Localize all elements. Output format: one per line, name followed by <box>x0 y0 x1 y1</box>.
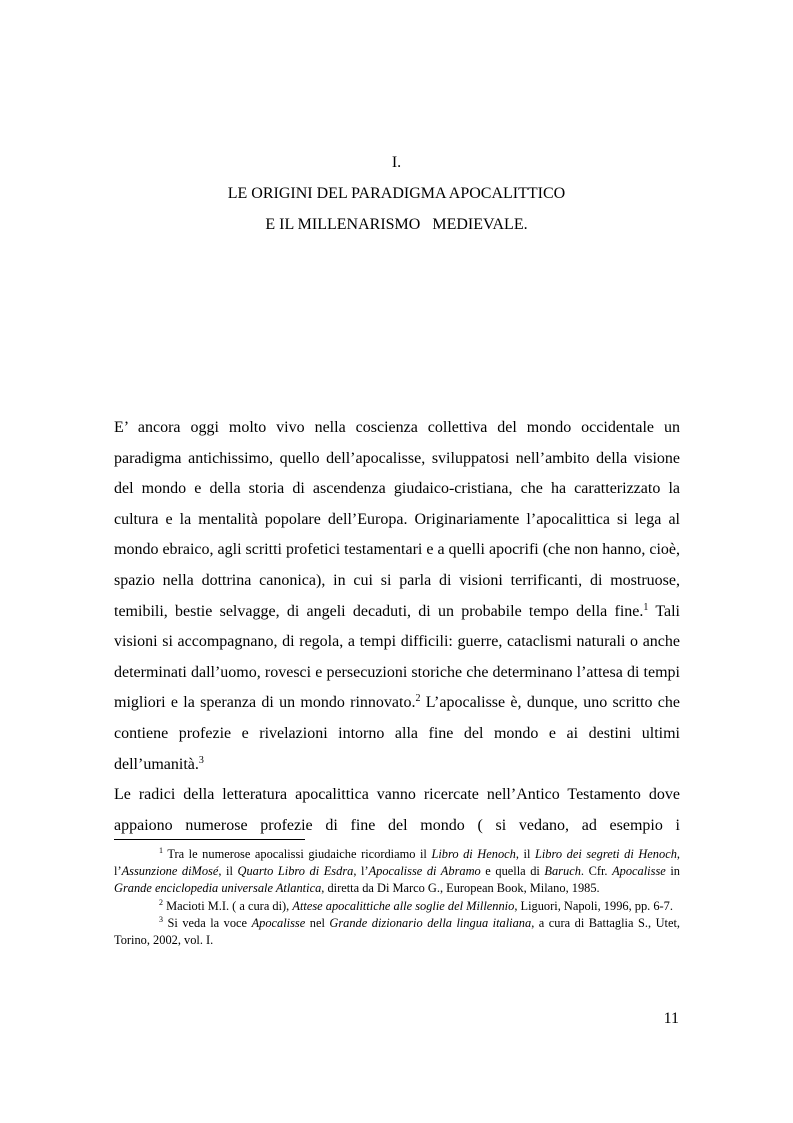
footnote-1-text: , diretta da Di Marco G., European Book, Milano, 1985. <box>321 881 600 896</box>
footnote-1-title: Apocalisse <box>612 864 666 879</box>
paragraph-1-part-c: L’apocalisse è, dunque, uno scritto che contiene profezie e rivelazioni intorno alla fine del mondo e ai destini ultimi dell’umanità. <box>114 694 681 773</box>
footnote-2-text: Macioti M.I. ( a cura di), <box>163 898 293 913</box>
footnote-1-text: e quella di <box>480 864 545 879</box>
paragraph-2: Le radici della letteratura apocalittica vanno ricercate nell’Antico Testamento dove appaiono numerose profezie di fine del mondo ( si vedano, ad esempio i <box>114 786 680 834</box>
footnote-3-title: Apocalisse <box>251 915 306 930</box>
footnote-1-text: , il <box>515 847 535 861</box>
footnote-1-number: 1 <box>159 846 163 855</box>
paragraph-1 <box>114 413 680 780</box>
footnote-1-text: . Cfr. <box>580 864 613 879</box>
paragraph-1-part-b: Tali visioni si accompagnano, di regola, a tempi difficili: guerre, cataclismi naturali o anche determinati dall’uomo, rovesci e persecuzioni storiche che determinano l’attesa di tempi migliori e la speranza di un mondo rinnovato. <box>114 602 680 712</box>
footnote-1-title: Libro dei segreti di Henoch <box>534 847 677 861</box>
footnote-2-number: 2 <box>159 897 163 907</box>
footnote-1-title: Libro di Henoch <box>431 847 516 861</box>
chapter-title-line-1: LE ORIGINI DEL PARADIGMA APOCALITTICO <box>227 185 566 202</box>
page-number: 11 <box>663 1010 679 1027</box>
footnote-ref-3[interactable]: 3 <box>198 754 204 766</box>
body-text <box>114 413 680 841</box>
chapter-title <box>0 147 793 240</box>
chapter-title-line-2: E IL MILLENARISMO MEDIEVALE. <box>265 216 528 233</box>
footnote-3 <box>114 915 680 949</box>
footnote-2-text: , Liguori, Napoli, 1996, pp. 6-7. <box>514 898 673 913</box>
footnote-3-text: , a cura di Battaglia S., Utet, Torino, 2002, vol. I. <box>114 915 681 948</box>
footnote-2 <box>114 898 680 915</box>
footnote-3-text: nel <box>305 915 330 930</box>
footnote-1-title: Apocalisse di Abramo <box>368 864 481 879</box>
footnotes <box>114 846 680 949</box>
footnote-1-title: Quarto Libro di Esdra <box>237 864 354 879</box>
footnote-1-title: Assunzione diMosé <box>121 864 219 879</box>
footnote-1-title: Grande enciclopedia universale Atlantica <box>114 881 322 896</box>
footnote-2-title: Attese apocalittiche alle soglie del Millennio <box>292 898 515 913</box>
paragraph-1-part-a: E’ ancora oggi molto vivo nella coscienza collettiva del mondo occidentale un paradigma antichissimo, quello dell’apocalisse, sviluppatosi nell’ambito della visione del mondo e della storia di ascendenza giudaico-cristiana, che ha caratterizzato la cultura e la mentalità popolare dell’Europa. Originariamente l’apocalittica si lega al mondo ebraico, agli scritti profetici testamentari e a quelli apocrifi (che non hanno, cioè, spazio nella dottrina canonica), in cui si parla di visioni terrificanti, di mostruose, temibili, bestie selvagge, di angeli decaduti, di un probabile tempo della fine. <box>114 419 681 620</box>
footnote-ref-1[interactable]: 1 <box>643 601 649 613</box>
footnote-3-title: Grande dizionario della lingua italiana <box>329 915 532 930</box>
footnote-1-title: Baruch <box>544 864 581 879</box>
chapter-number: I. <box>391 154 402 171</box>
footnote-ref-2[interactable]: 2 <box>415 693 421 705</box>
footnote-1-text: Tra le numerose apocalissi giudaiche ricordiamo il <box>163 847 432 861</box>
footnote-3-number: 3 <box>159 914 163 924</box>
footnote-1-text: , l’ <box>114 847 680 879</box>
footnote-1-text: in <box>665 864 680 879</box>
footnote-separator <box>114 839 305 840</box>
footnote-3-text: Si veda la voce <box>163 915 252 930</box>
footnote-1-text: , l’ <box>353 864 369 879</box>
footnote-1-text: , il <box>218 864 238 879</box>
footnote-1 <box>114 846 680 898</box>
